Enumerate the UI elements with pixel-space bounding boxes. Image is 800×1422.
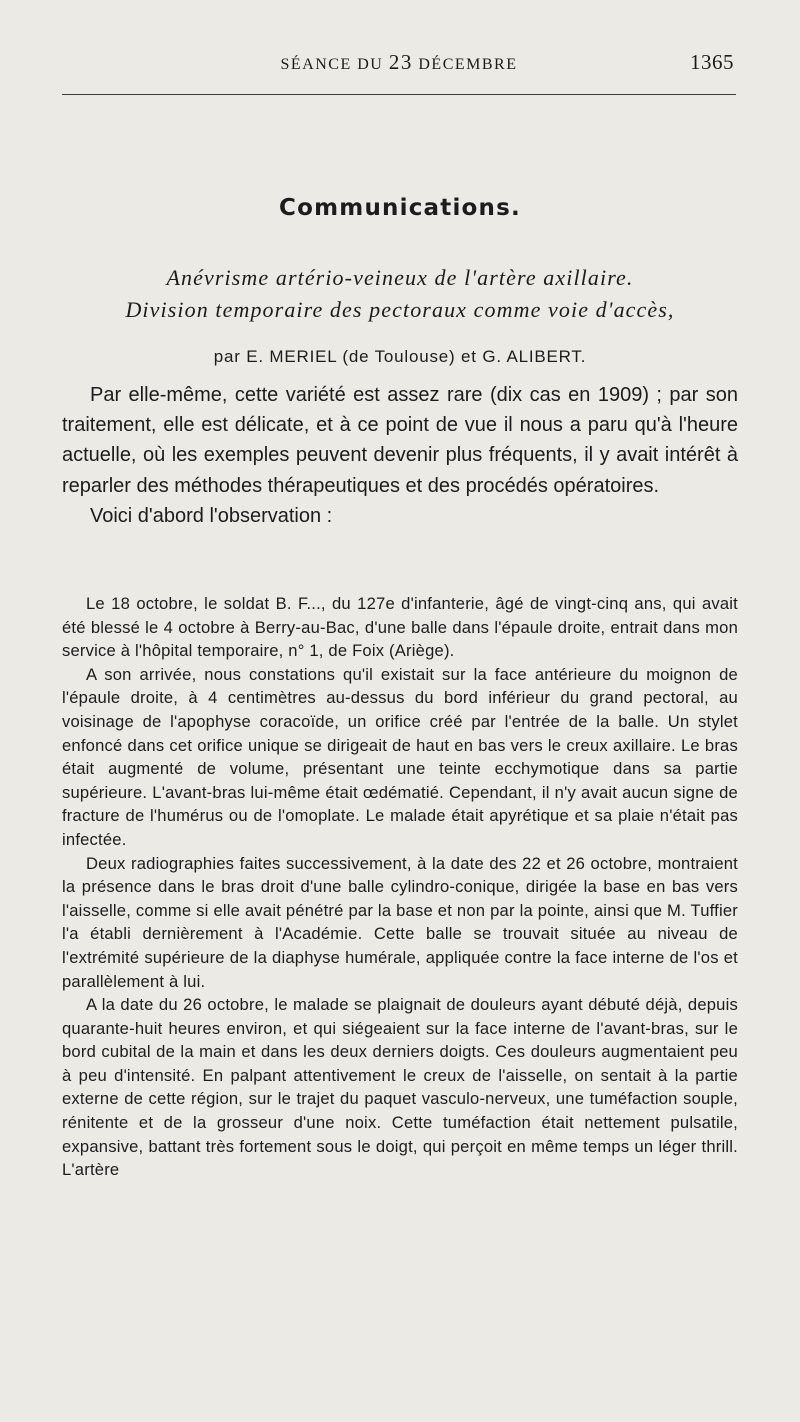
page-number: 1365	[690, 50, 734, 74]
running-title	[62, 50, 736, 75]
byline: par E. MERIEL (de Toulouse) et G. ALIBERT.	[213, 347, 587, 366]
observation-paragraph: Le 18 octobre, le soldat B. F..., du 127e d'infanterie, âgé de vingt-cinq ans, qui avait été blessé le 4 octobre à Berry-au-Bac, d'une balle dans l'épaule droite, entrait dans mon service à l'hôpital temporaire, n° 1, de Foix (Ariège).	[62, 594, 738, 661]
observation-paragraph: A la date du 26 octobre, le malade se plaignait de douleurs ayant débuté déjà, depuis quarante-huit heures environ, et qui siégeaient sur la face interne de l'avant-bras, sur le bord cubital de la main et dans les deux derniers doigts. Ces douleurs augmentaient peu à peu d'intensité. En palpant attentivement le creux de l'aisselle, on sentait à la partie externe de cette région, sur le trajet du paquet vasculo-nerveux, une tuméfaction souple, rénitente et de la grosseur d'une noix. Cette tuméfaction était nettement pulsatile, expansive, battant très fortement sous le doigt, qui perçoit en même temps un léger thrill. L'artère	[62, 995, 738, 1180]
running-head	[62, 50, 736, 78]
intro-paragraph: Par elle-même, cette variété est assez rare (dix cas en 1909) ; par son traitement, elle est délicate, et à ce point de vue il nous a paru qu'à l'heure actuelle, où les exemples peuvent devenir plus fréquents, il y avait intérêt à reparler des méthodes thérapeutiques et des procédés opératoires.	[62, 384, 738, 497]
running-title-part-a: SÉANCE DU	[280, 56, 389, 73]
running-title-part-b: DÉCEMBRE	[412, 56, 518, 73]
article-title-line-1: Anévrisme artério-veineux de l'artère axillaire.	[166, 265, 634, 290]
intro-text	[62, 380, 738, 531]
running-title-day: 23	[388, 50, 413, 74]
article-title-line-2: Division temporaire des pectoraux comme voie d'accès,	[125, 297, 675, 322]
intro-paragraph: Voici d'abord l'observation :	[90, 504, 333, 527]
observation-text	[62, 592, 738, 1182]
section-title: Communications.	[279, 195, 521, 221]
observation-paragraph: A son arrivée, nous constations qu'il existait sur la face antérieure du moignon de l'épaule droite, à 4 centimètres au-dessus du bord inférieur du grand pectoral, au voisinage de l'apophyse coracoïde, un orifice créé par l'entrée de la balle. Un stylet enfoncé dans cet orifice unique se dirigeait de haut en bas vers le creux axillaire. Le bras était augmenté de volume, présentant une teinte ecchymotique dans sa partie supérieure. L'avant-bras lui-même était œdématié. Cependant, il n'y avait aucun signe de fracture de l'humérus ou de l'omoplate. Le malade était apyrétique et sa plaie n'était pas infectée.	[62, 664, 738, 849]
header-rule	[62, 94, 736, 95]
observation-paragraph: Deux radiographies faites successivement, à la date des 22 et 26 octobre, montraient la présence dans le bras droit d'une balle cylindro-conique, dirigée la base en bas vers l'aisselle, comme si elle avait pénétré par la base et non par la pointe, ainsi que M. Tuffier l'a établi dernièrement à l'Académie. Cette balle se trouvait située au niveau de l'extrémité supérieure de la diaphyse humérale, appliquée contre la face interne de l'os et parallèlement à lui.	[62, 853, 738, 991]
